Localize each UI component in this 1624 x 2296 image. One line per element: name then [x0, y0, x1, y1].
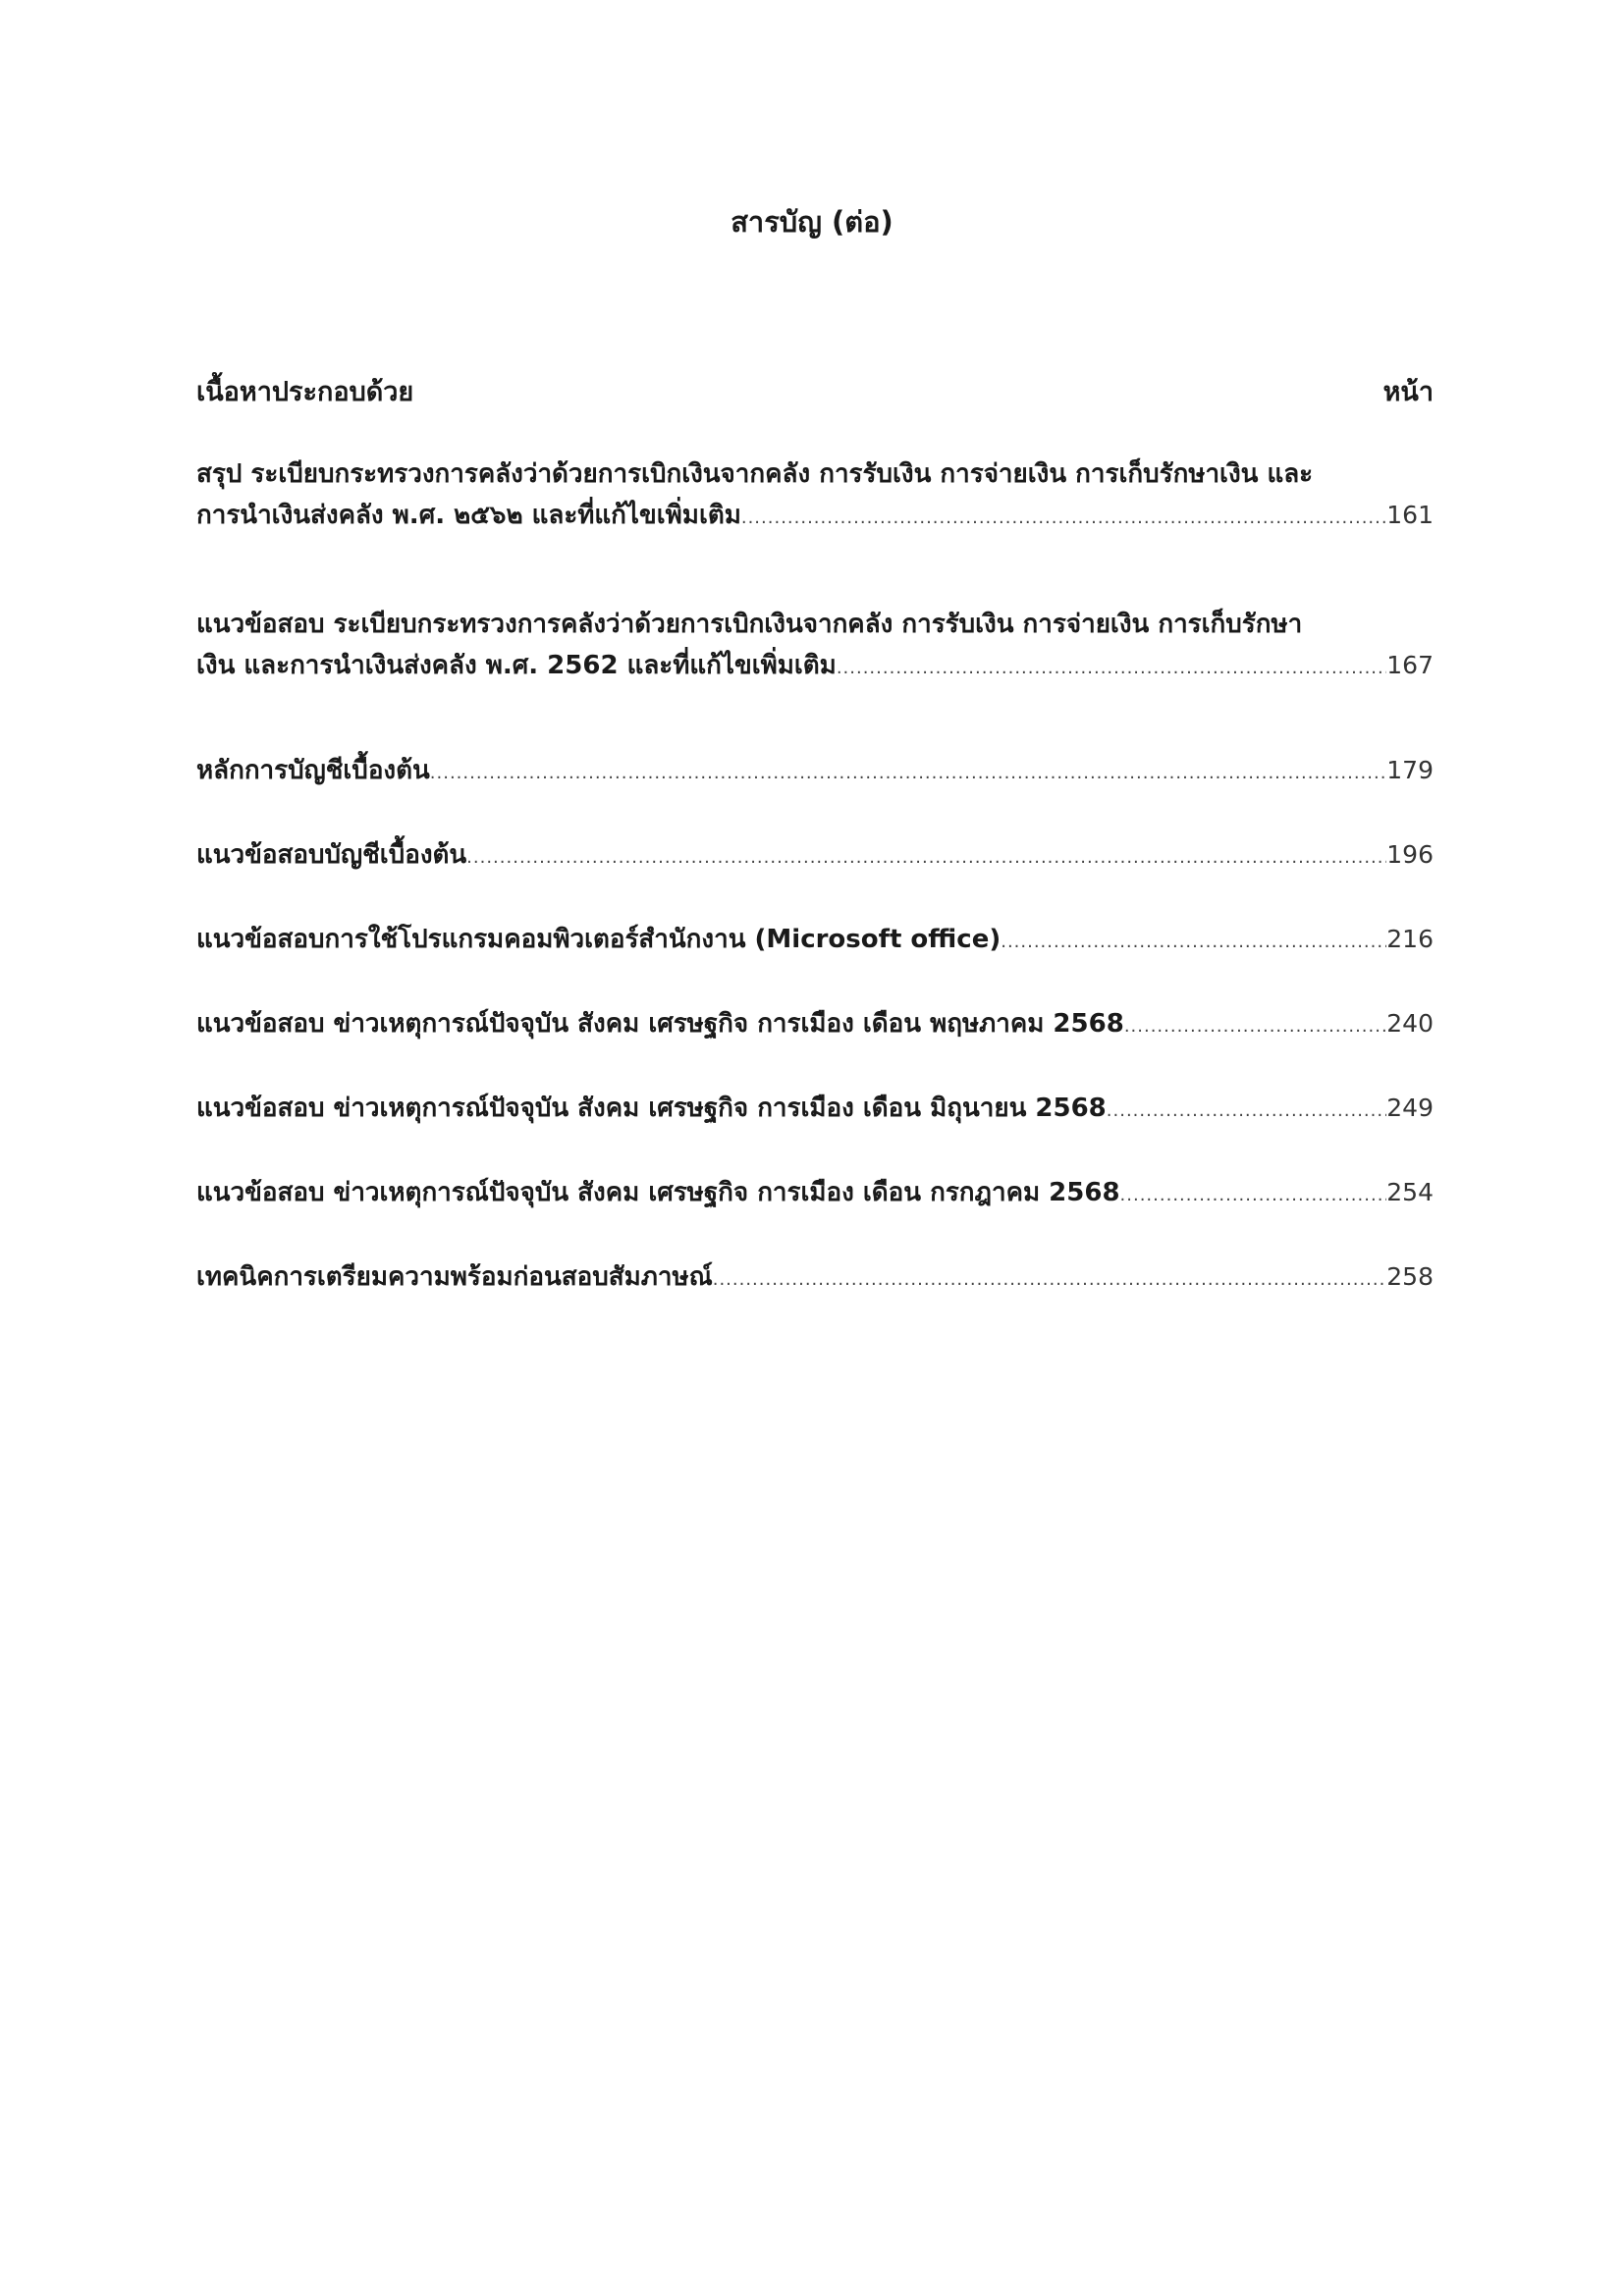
page-title: สารบัญ (ต่อ): [731, 205, 893, 239]
toc-entry-last-line: [196, 1256, 1434, 1301]
toc-entry-last-line: [196, 495, 1434, 539]
toc-entry-page-number: 167: [1386, 651, 1434, 679]
toc-entry-title: แนวข้อสอบบัญชีเบื้องต้น: [196, 840, 467, 870]
toc-entry-last-line: [196, 1003, 1434, 1047]
toc-entry-title-line2: เงิน และการนำเงินส่งคลัง พ.ศ. 2562 และที่แก้ไขเพิ่มเติม: [196, 651, 837, 680]
dot-leader: [466, 837, 1386, 879]
dot-leader: [1107, 1091, 1387, 1132]
toc-entry-page-number: 240: [1386, 1009, 1434, 1038]
toc-entry[interactable]: [196, 1256, 1434, 1301]
toc-entry[interactable]: [196, 604, 1434, 689]
toc-entry[interactable]: [196, 1172, 1434, 1216]
dot-leader: [1124, 1006, 1386, 1047]
toc-entry-page-number: 216: [1386, 925, 1434, 953]
toc-entry-title-line1: สรุป ระเบียบกระทรวงการคลังว่าด้วยการเบิกเงินจากคลัง การรับเงิน การจ่ายเงิน การเก็บรักษาเงิน และ: [196, 459, 1314, 489]
dot-leader: [741, 498, 1386, 539]
toc-entry-title: แนวข้อสอบ ข่าวเหตุการณ์ปัจจุบัน สังคม เศรษฐกิจ การเมือง เดือน พฤษภาคม 2568: [196, 1009, 1124, 1039]
toc-entry-page-number: 249: [1386, 1094, 1434, 1122]
toc-entry-title-line2: การนำเงินส่งคลัง พ.ศ. ๒๕๖๒ และที่แก้ไขเพิ่มเติม: [196, 501, 741, 530]
toc-entry[interactable]: [196, 834, 1434, 879]
toc-entry-title: แนวข้อสอบการใช้โปรแกรมคอมพิวเตอร์สำนักงาน (Microsoft office): [196, 925, 1001, 954]
toc-entry-last-line: [196, 1088, 1434, 1132]
toc-entry[interactable]: [196, 1003, 1434, 1047]
page-column-label: หน้า: [1382, 377, 1434, 407]
toc-entry-title-line1: แนวข้อสอบ ระเบียบกระทรวงการคลังว่าด้วยการเบิกเงินจากคลัง การรับเงิน การจ่ายเงิน การเก็บรักษา: [196, 610, 1303, 639]
dot-leader: [1001, 922, 1386, 963]
toc-entry-page-number: 161: [1386, 501, 1434, 529]
contents-column-label: เนื้อหาประกอบด้วย: [196, 377, 414, 407]
toc-entry-page-number: 254: [1386, 1178, 1434, 1206]
toc-entry[interactable]: [196, 1088, 1434, 1132]
dot-leader: [713, 1259, 1387, 1301]
toc-entry-title: แนวข้อสอบ ข่าวเหตุการณ์ปัจจุบัน สังคม เศรษฐกิจ การเมือง เดือน มิถุนายน 2568: [196, 1094, 1107, 1123]
toc-entry-title: หลักการบัญชีเบื้องต้น: [196, 756, 430, 785]
toc-entry[interactable]: [196, 919, 1434, 963]
toc-entry-title: เทคนิคการเตรียมความพร้อมก่อนสอบสัมภาษณ์: [196, 1262, 713, 1292]
toc-entry-last-line: [196, 750, 1434, 794]
dot-leader: [430, 753, 1386, 794]
toc-entry-title: แนวข้อสอบ ข่าวเหตุการณ์ปัจจุบัน สังคม เศรษฐกิจ การเมือง เดือน กรกฎาคม 2568: [196, 1178, 1120, 1207]
toc-entry-last-line: [196, 645, 1434, 689]
toc-entry-page-number: 179: [1386, 756, 1434, 784]
table-of-contents: [196, 373, 1434, 1292]
toc-header: [196, 373, 1434, 412]
toc-entry-last-line: [196, 1172, 1434, 1216]
dot-leader: [837, 648, 1386, 689]
dot-leader: [1120, 1175, 1387, 1216]
toc-entry[interactable]: [196, 454, 1434, 539]
toc-entry[interactable]: [196, 750, 1434, 794]
toc-entry-last-line: [196, 919, 1434, 963]
toc-entry-page-number: 196: [1386, 840, 1434, 869]
toc-entry-last-line: [196, 834, 1434, 879]
toc-entry-page-number: 258: [1386, 1262, 1434, 1291]
